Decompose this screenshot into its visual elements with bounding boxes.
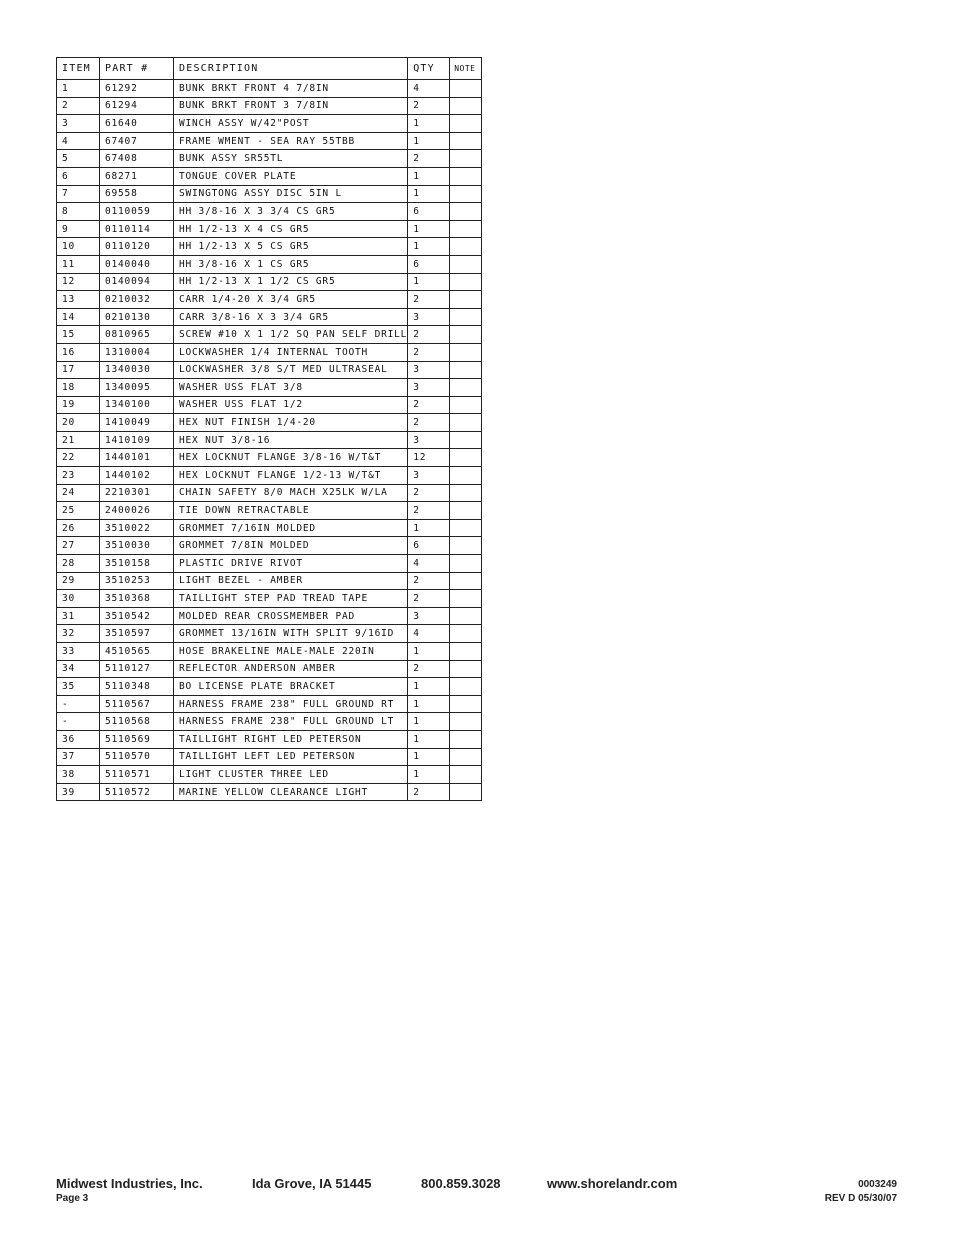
cell-qty: 2: [408, 396, 450, 414]
cell-part-number: 5110569: [100, 730, 174, 748]
cell-note: [450, 590, 482, 608]
cell-part-number: 3510542: [100, 607, 174, 625]
cell-description: REFLECTOR ANDERSON AMBER: [174, 660, 408, 678]
cell-item: 25: [57, 502, 100, 520]
table-row: [57, 220, 482, 238]
cell-qty: 1: [408, 238, 450, 256]
cell-note: [450, 713, 482, 731]
cell-item: 3: [57, 115, 100, 133]
table-row: [57, 203, 482, 221]
cell-item: 38: [57, 766, 100, 784]
cell-part-number: 0110120: [100, 238, 174, 256]
table-row: [57, 519, 482, 537]
cell-item: 24: [57, 484, 100, 502]
cell-note: [450, 273, 482, 291]
cell-description: LIGHT CLUSTER THREE LED: [174, 766, 408, 784]
footer-website: www.shorelandr.com: [547, 1176, 678, 1191]
table-row: [57, 396, 482, 414]
cell-description: WINCH ASSY W/42"POST: [174, 115, 408, 133]
table-row: [57, 255, 482, 273]
cell-description: CARR 1/4-20 X 3/4 GR5: [174, 291, 408, 309]
footer-page-number: Page 3: [56, 1193, 89, 1204]
cell-part-number: 0810965: [100, 326, 174, 344]
cell-part-number: 5110127: [100, 660, 174, 678]
cell-note: [450, 167, 482, 185]
cell-note: [450, 643, 482, 661]
table-row: [57, 449, 482, 467]
cell-part-number: 3510597: [100, 625, 174, 643]
cell-part-number: 1310004: [100, 343, 174, 361]
header-part-number: PART #: [100, 58, 174, 80]
cell-note: [450, 115, 482, 133]
cell-part-number: 1340095: [100, 379, 174, 397]
cell-note: [450, 361, 482, 379]
cell-note: [450, 255, 482, 273]
cell-part-number: 61640: [100, 115, 174, 133]
table-row: [57, 660, 482, 678]
cell-part-number: 5110571: [100, 766, 174, 784]
cell-description: HEX NUT 3/8-16: [174, 431, 408, 449]
cell-part-number: 0210130: [100, 308, 174, 326]
cell-part-number: 61294: [100, 97, 174, 115]
cell-qty: 3: [408, 467, 450, 485]
table-row: [57, 431, 482, 449]
cell-part-number: 68271: [100, 167, 174, 185]
table-row: [57, 537, 482, 555]
cell-qty: 1: [408, 713, 450, 731]
cell-item: 34: [57, 660, 100, 678]
cell-description: HARNESS FRAME 238" FULL GROUND LT: [174, 713, 408, 731]
parts-list-table: [56, 57, 482, 801]
header-qty: QTY: [408, 58, 450, 80]
table-row: [57, 238, 482, 256]
cell-description: WASHER USS FLAT 1/2: [174, 396, 408, 414]
cell-qty: 12: [408, 449, 450, 467]
cell-qty: 1: [408, 132, 450, 150]
cell-item: 16: [57, 343, 100, 361]
cell-description: HH 3/8-16 X 1 CS GR5: [174, 255, 408, 273]
table-row: [57, 766, 482, 784]
cell-part-number: 69558: [100, 185, 174, 203]
cell-item: 21: [57, 431, 100, 449]
cell-qty: 4: [408, 555, 450, 573]
cell-note: [450, 308, 482, 326]
cell-description: TONGUE COVER PLATE: [174, 167, 408, 185]
cell-item: 28: [57, 555, 100, 573]
cell-item: 15: [57, 326, 100, 344]
cell-qty: 6: [408, 255, 450, 273]
table-row: [57, 467, 482, 485]
cell-description: HEX LOCKNUT FLANGE 3/8-16 W/T&T: [174, 449, 408, 467]
cell-qty: 3: [408, 607, 450, 625]
cell-part-number: 0110114: [100, 220, 174, 238]
footer-revision: REV D 05/30/07: [824, 1193, 897, 1204]
cell-part-number: 3510158: [100, 555, 174, 573]
cell-qty: 1: [408, 766, 450, 784]
cell-part-number: 5110348: [100, 678, 174, 696]
footer-city: Ida Grove, IA 51445: [252, 1176, 372, 1191]
cell-description: CARR 3/8-16 X 3 3/4 GR5: [174, 308, 408, 326]
cell-qty: 2: [408, 291, 450, 309]
cell-description: BUNK BRKT FRONT 4 7/8IN: [174, 80, 408, 98]
cell-item: 31: [57, 607, 100, 625]
table-row: [57, 625, 482, 643]
cell-item: 20: [57, 414, 100, 432]
cell-description: HEX LOCKNUT FLANGE 1/2-13 W/T&T: [174, 467, 408, 485]
cell-item: 1: [57, 80, 100, 98]
cell-item: 11: [57, 255, 100, 273]
cell-description: MOLDED REAR CROSSMEMBER PAD: [174, 607, 408, 625]
cell-qty: 1: [408, 678, 450, 696]
cell-qty: 6: [408, 537, 450, 555]
cell-description: PLASTIC DRIVE RIVOT: [174, 555, 408, 573]
table-row: [57, 97, 482, 115]
cell-description: SCREW #10 X 1 1/2 SQ PAN SELF DRILL: [174, 326, 408, 344]
footer-company: Midwest Industries, Inc.: [56, 1176, 203, 1191]
cell-part-number: 1410109: [100, 431, 174, 449]
cell-note: [450, 660, 482, 678]
cell-part-number: 3510253: [100, 572, 174, 590]
table-row: [57, 502, 482, 520]
cell-qty: 1: [408, 185, 450, 203]
cell-description: FRAME WMENT - SEA RAY 55TBB: [174, 132, 408, 150]
cell-part-number: 61292: [100, 80, 174, 98]
cell-description: BO LICENSE PLATE BRACKET: [174, 678, 408, 696]
cell-note: [450, 396, 482, 414]
table-row: [57, 484, 482, 502]
cell-note: [450, 695, 482, 713]
cell-part-number: 1440101: [100, 449, 174, 467]
cell-item: 33: [57, 643, 100, 661]
cell-description: WASHER USS FLAT 3/8: [174, 379, 408, 397]
cell-part-number: 4510565: [100, 643, 174, 661]
cell-note: [450, 537, 482, 555]
table-row: [57, 590, 482, 608]
cell-note: [450, 238, 482, 256]
cell-part-number: 67407: [100, 132, 174, 150]
cell-description: TIE DOWN RETRACTABLE: [174, 502, 408, 520]
cell-item: 26: [57, 519, 100, 537]
table-row: [57, 80, 482, 98]
cell-note: [450, 80, 482, 98]
footer-document-number: 0003249: [858, 1179, 897, 1190]
cell-note: [450, 484, 482, 502]
cell-qty: 3: [408, 379, 450, 397]
cell-item: 9: [57, 220, 100, 238]
cell-note: [450, 607, 482, 625]
table-row: [57, 273, 482, 291]
cell-note: [450, 678, 482, 696]
cell-part-number: 5110568: [100, 713, 174, 731]
header-note: NOTE: [450, 58, 482, 80]
header-item: ITEM: [57, 58, 100, 80]
parts-table-body: [57, 80, 482, 801]
cell-qty: 2: [408, 590, 450, 608]
cell-qty: 2: [408, 783, 450, 801]
cell-note: [450, 555, 482, 573]
cell-item: 23: [57, 467, 100, 485]
cell-part-number: 3510022: [100, 519, 174, 537]
cell-part-number: 5110567: [100, 695, 174, 713]
cell-part-number: 5110570: [100, 748, 174, 766]
cell-description: HH 3/8-16 X 3 3/4 CS GR5: [174, 203, 408, 221]
cell-note: [450, 203, 482, 221]
cell-part-number: 2400026: [100, 502, 174, 520]
cell-item: 17: [57, 361, 100, 379]
cell-qty: 2: [408, 326, 450, 344]
cell-note: [450, 572, 482, 590]
header-description: DESCRIPTION: [174, 58, 408, 80]
cell-item: 29: [57, 572, 100, 590]
cell-qty: 2: [408, 97, 450, 115]
cell-item: 30: [57, 590, 100, 608]
cell-item: 27: [57, 537, 100, 555]
cell-item: 4: [57, 132, 100, 150]
cell-description: LOCKWASHER 3/8 S/T MED ULTRASEAL: [174, 361, 408, 379]
cell-description: TAILLIGHT RIGHT LED PETERSON: [174, 730, 408, 748]
cell-part-number: 0110059: [100, 203, 174, 221]
cell-item: 22: [57, 449, 100, 467]
cell-part-number: 67408: [100, 150, 174, 168]
cell-qty: 2: [408, 343, 450, 361]
cell-item: 32: [57, 625, 100, 643]
cell-note: [450, 730, 482, 748]
cell-description: TAILLIGHT STEP PAD TREAD TAPE: [174, 590, 408, 608]
cell-qty: 1: [408, 519, 450, 537]
cell-description: GROMMET 7/16IN MOLDED: [174, 519, 408, 537]
cell-note: [450, 185, 482, 203]
table-row: [57, 132, 482, 150]
table-row: [57, 572, 482, 590]
cell-note: [450, 467, 482, 485]
table-header-row: [57, 58, 482, 80]
cell-qty: 1: [408, 167, 450, 185]
cell-part-number: 1340030: [100, 361, 174, 379]
cell-note: [450, 150, 482, 168]
cell-description: BUNK BRKT FRONT 3 7/8IN: [174, 97, 408, 115]
cell-qty: 3: [408, 431, 450, 449]
cell-note: [450, 220, 482, 238]
cell-description: SWINGTONG ASSY DISC 5IN L: [174, 185, 408, 203]
cell-description: CHAIN SAFETY 8/0 MACH X25LK W/LA: [174, 484, 408, 502]
table-row: [57, 414, 482, 432]
cell-item: 14: [57, 308, 100, 326]
cell-qty: 1: [408, 115, 450, 133]
cell-description: MARINE YELLOW CLEARANCE LIGHT: [174, 783, 408, 801]
cell-note: [450, 502, 482, 520]
cell-qty: 2: [408, 572, 450, 590]
cell-item: -: [57, 713, 100, 731]
cell-item: 39: [57, 783, 100, 801]
footer-phone: 800.859.3028: [421, 1176, 501, 1191]
cell-part-number: 0140040: [100, 255, 174, 273]
cell-note: [450, 379, 482, 397]
table-row: [57, 730, 482, 748]
cell-item: 8: [57, 203, 100, 221]
cell-note: [450, 132, 482, 150]
cell-qty: 2: [408, 414, 450, 432]
cell-note: [450, 291, 482, 309]
cell-description: GROMMET 13/16IN WITH SPLIT 9/16ID: [174, 625, 408, 643]
cell-note: [450, 449, 482, 467]
cell-note: [450, 519, 482, 537]
cell-item: -: [57, 695, 100, 713]
cell-qty: 1: [408, 730, 450, 748]
cell-qty: 1: [408, 643, 450, 661]
cell-note: [450, 783, 482, 801]
table-row: [57, 678, 482, 696]
cell-part-number: 1440102: [100, 467, 174, 485]
cell-qty: 1: [408, 748, 450, 766]
cell-qty: 6: [408, 203, 450, 221]
cell-description: HARNESS FRAME 238" FULL GROUND RT: [174, 695, 408, 713]
cell-part-number: 2210301: [100, 484, 174, 502]
cell-part-number: 3510030: [100, 537, 174, 555]
table-row: [57, 555, 482, 573]
table-row: [57, 643, 482, 661]
table-row: [57, 713, 482, 731]
cell-note: [450, 766, 482, 784]
cell-item: 37: [57, 748, 100, 766]
cell-description: TAILLIGHT LEFT LED PETERSON: [174, 748, 408, 766]
cell-item: 13: [57, 291, 100, 309]
cell-item: 12: [57, 273, 100, 291]
cell-note: [450, 326, 482, 344]
cell-description: BUNK ASSY SR55TL: [174, 150, 408, 168]
cell-item: 7: [57, 185, 100, 203]
cell-item: 36: [57, 730, 100, 748]
cell-description: LIGHT BEZEL - AMBER: [174, 572, 408, 590]
cell-part-number: 0140094: [100, 273, 174, 291]
cell-note: [450, 431, 482, 449]
table-row: [57, 291, 482, 309]
table-row: [57, 695, 482, 713]
cell-qty: 2: [408, 150, 450, 168]
cell-qty: 2: [408, 484, 450, 502]
cell-note: [450, 414, 482, 432]
cell-description: GROMMET 7/8IN MOLDED: [174, 537, 408, 555]
cell-description: HOSE BRAKELINE MALE-MALE 220IN: [174, 643, 408, 661]
cell-note: [450, 625, 482, 643]
table-row: [57, 607, 482, 625]
table-row: [57, 343, 482, 361]
table-row: [57, 379, 482, 397]
cell-part-number: 3510368: [100, 590, 174, 608]
cell-item: 19: [57, 396, 100, 414]
cell-qty: 1: [408, 220, 450, 238]
cell-part-number: 1410049: [100, 414, 174, 432]
cell-item: 18: [57, 379, 100, 397]
cell-qty: 3: [408, 361, 450, 379]
table-row: [57, 115, 482, 133]
cell-description: HH 1/2-13 X 4 CS GR5: [174, 220, 408, 238]
table-row: [57, 308, 482, 326]
cell-qty: 4: [408, 80, 450, 98]
cell-item: 35: [57, 678, 100, 696]
table-row: [57, 150, 482, 168]
cell-qty: 2: [408, 660, 450, 678]
cell-note: [450, 343, 482, 361]
cell-part-number: 5110572: [100, 783, 174, 801]
cell-qty: 1: [408, 695, 450, 713]
cell-description: HH 1/2-13 X 1 1/2 CS GR5: [174, 273, 408, 291]
cell-note: [450, 748, 482, 766]
table-row: [57, 167, 482, 185]
cell-description: HH 1/2-13 X 5 CS GR5: [174, 238, 408, 256]
cell-note: [450, 97, 482, 115]
cell-item: 10: [57, 238, 100, 256]
cell-part-number: 1340100: [100, 396, 174, 414]
table-row: [57, 783, 482, 801]
cell-part-number: 0210032: [100, 291, 174, 309]
cell-qty: 1: [408, 273, 450, 291]
cell-item: 2: [57, 97, 100, 115]
cell-qty: 3: [408, 308, 450, 326]
table-row: [57, 748, 482, 766]
cell-item: 5: [57, 150, 100, 168]
table-row: [57, 361, 482, 379]
cell-qty: 4: [408, 625, 450, 643]
table-row: [57, 185, 482, 203]
cell-item: 6: [57, 167, 100, 185]
cell-description: LOCKWASHER 1/4 INTERNAL TOOTH: [174, 343, 408, 361]
table-row: [57, 326, 482, 344]
cell-description: HEX NUT FINISH 1/4-20: [174, 414, 408, 432]
cell-qty: 2: [408, 502, 450, 520]
